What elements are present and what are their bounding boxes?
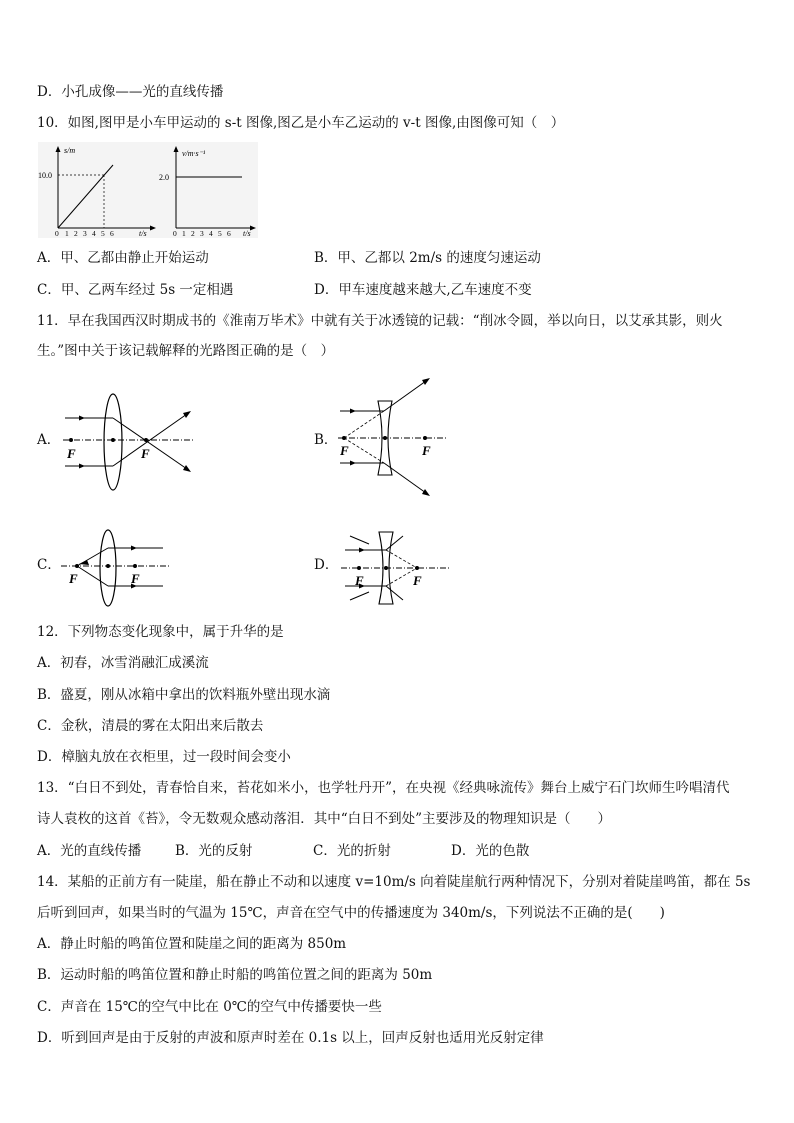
q12-option-a: A．初春，冰雪消融汇成溪流	[37, 655, 209, 671]
q9-option-d: D．小孔成像——光的直线传播	[37, 84, 224, 100]
q10-option-d: D．甲车速度越来越大,乙车速度不变	[314, 282, 532, 298]
q13-stem-line1: 13．“白日不到处，青春恰自来，苔花如米小，也学牡丹开”，在央视《经典咏流传》舞台上威宁石门坎师生吟唱清代	[37, 780, 730, 796]
q14-stem-line1: 14．某船的正前方有一陡崖，船在静止不动和以速度 v=10m/s 向着陡崖航行两种情况下，分别对着陡崖鸣笛，都在 5s	[37, 874, 751, 890]
q14-option-d: D．听到回声是由于反射的声波和原声时差在 0.1s 以上，回声反射也适用光反射定律	[37, 1030, 544, 1046]
q10-g2-xlabel: t/s	[243, 229, 251, 238]
q10-g1-tick-6: 6	[110, 229, 114, 238]
q11-d-focus-right: F	[413, 573, 422, 588]
q11-b-focus-right: F	[422, 443, 431, 458]
q13-stem-line2: 诗人袁枚的这首《苔》，令无数观众感动落泪．其中“白日不到处”主要涉及的物理知识是（ ）	[37, 811, 612, 827]
q10-g1-tick-3: 3	[83, 229, 87, 238]
q12-stem: 12．下列物态变化现象中，属于升华的是	[37, 624, 284, 640]
q11-diagram-a	[55, 390, 205, 500]
q11-label-a: A．	[37, 432, 61, 448]
q13-option-d: D．光的色散	[451, 843, 530, 859]
q10-g2-tick-5: 5	[218, 229, 222, 238]
q12-option-c: C．金秋，清晨的雾在太阳出来后散去	[37, 718, 264, 734]
q10-stem: 10．如图,图甲是小车甲运动的 s-t 图像,图乙是小车乙运动的 v-t 图像,由图像可知（ ）	[37, 115, 565, 131]
q10-g2-tick-6: 6	[227, 229, 231, 238]
q11-stem-line2: 生。”图中关于该记载解释的光路图正确的是（ ）	[37, 343, 335, 359]
q10-g1-tick-0: 0	[55, 229, 59, 238]
q11-c-focus-left: F	[69, 571, 78, 586]
q10-g2-tick-3: 3	[200, 229, 204, 238]
q10-g2-ylabel: v/m·s⁻¹	[182, 149, 206, 158]
q10-g2-tick-2: 2	[191, 229, 195, 238]
q11-stem-line1: 11．早在我国西汉时期成书的《淮南万毕术》中就有关于冰透镜的记载：“削冰令圆，举以向日，以艾承其影，则火	[37, 313, 723, 329]
q11-a-focus-right: F	[141, 446, 150, 461]
q11-diagram-b	[332, 375, 452, 500]
q10-g1-tick-4: 4	[92, 229, 96, 238]
q11-b-focus-left: F	[340, 443, 349, 458]
q10-g1-tick-5: 5	[101, 229, 105, 238]
q10-g2-yvalue: 2.0	[159, 173, 169, 182]
q13-option-c: C．光的折射	[313, 843, 391, 859]
q10-g2-tick-4: 4	[209, 229, 213, 238]
q10-option-c: C．甲、乙两车经过 5s 一定相遇	[37, 282, 234, 298]
q12-option-b: B．盛夏，刚从冰箱中拿出的饮料瓶外壁出现水滴	[37, 687, 331, 703]
q10-option-b: B．甲、乙都以 2m/s 的速度匀速运动	[314, 250, 541, 266]
q14-stem-line2: 后听到回声，如果当时的气温为 15℃，声音在空气中的传播速度为 340m/s，下列说法不正确的是( )	[37, 905, 665, 921]
q11-label-b: B．	[314, 432, 338, 448]
q11-d-focus-left: F	[355, 573, 364, 588]
q14-option-a: A．静止时船的鸣笛位置和陡崖之间的距离为 850m	[37, 936, 347, 952]
q10-g2-tick-1: 1	[182, 229, 186, 238]
q11-diagram-d	[335, 528, 455, 610]
q10-g1-tick-1: 1	[65, 229, 69, 238]
q11-label-d: D．	[314, 557, 339, 573]
q11-diagram-c	[55, 528, 175, 610]
q10-g2-tick-0: 0	[173, 229, 177, 238]
q10-graph-vt	[158, 142, 258, 238]
q13-option-a: A．光的直线传播	[37, 843, 142, 859]
q10-graph-st	[38, 142, 158, 238]
q10-g1-ylabel: s/m	[64, 146, 76, 155]
q10-g1-tick-2: 2	[74, 229, 78, 238]
q10-option-a: A．甲、乙都由静止开始运动	[37, 250, 209, 266]
q10-g1-xlabel: t/s	[139, 229, 147, 238]
q14-option-c: C．声音在 15℃的空气中比在 0℃的空气中传播要快一些	[37, 999, 382, 1015]
q10-g1-yvalue: 10.0	[38, 171, 52, 180]
q12-option-d: D．樟脑丸放在衣柜里，过一段时间会变小	[37, 749, 291, 765]
q11-label-c: C．	[37, 557, 61, 573]
q11-c-focus-right: F	[131, 571, 140, 586]
q11-a-focus-left: F	[67, 446, 76, 461]
q13-option-b: B．光的反射	[175, 843, 253, 859]
q14-option-b: B．运动时船的鸣笛位置和静止时船的鸣笛位置之间的距离为 50m	[37, 967, 433, 983]
